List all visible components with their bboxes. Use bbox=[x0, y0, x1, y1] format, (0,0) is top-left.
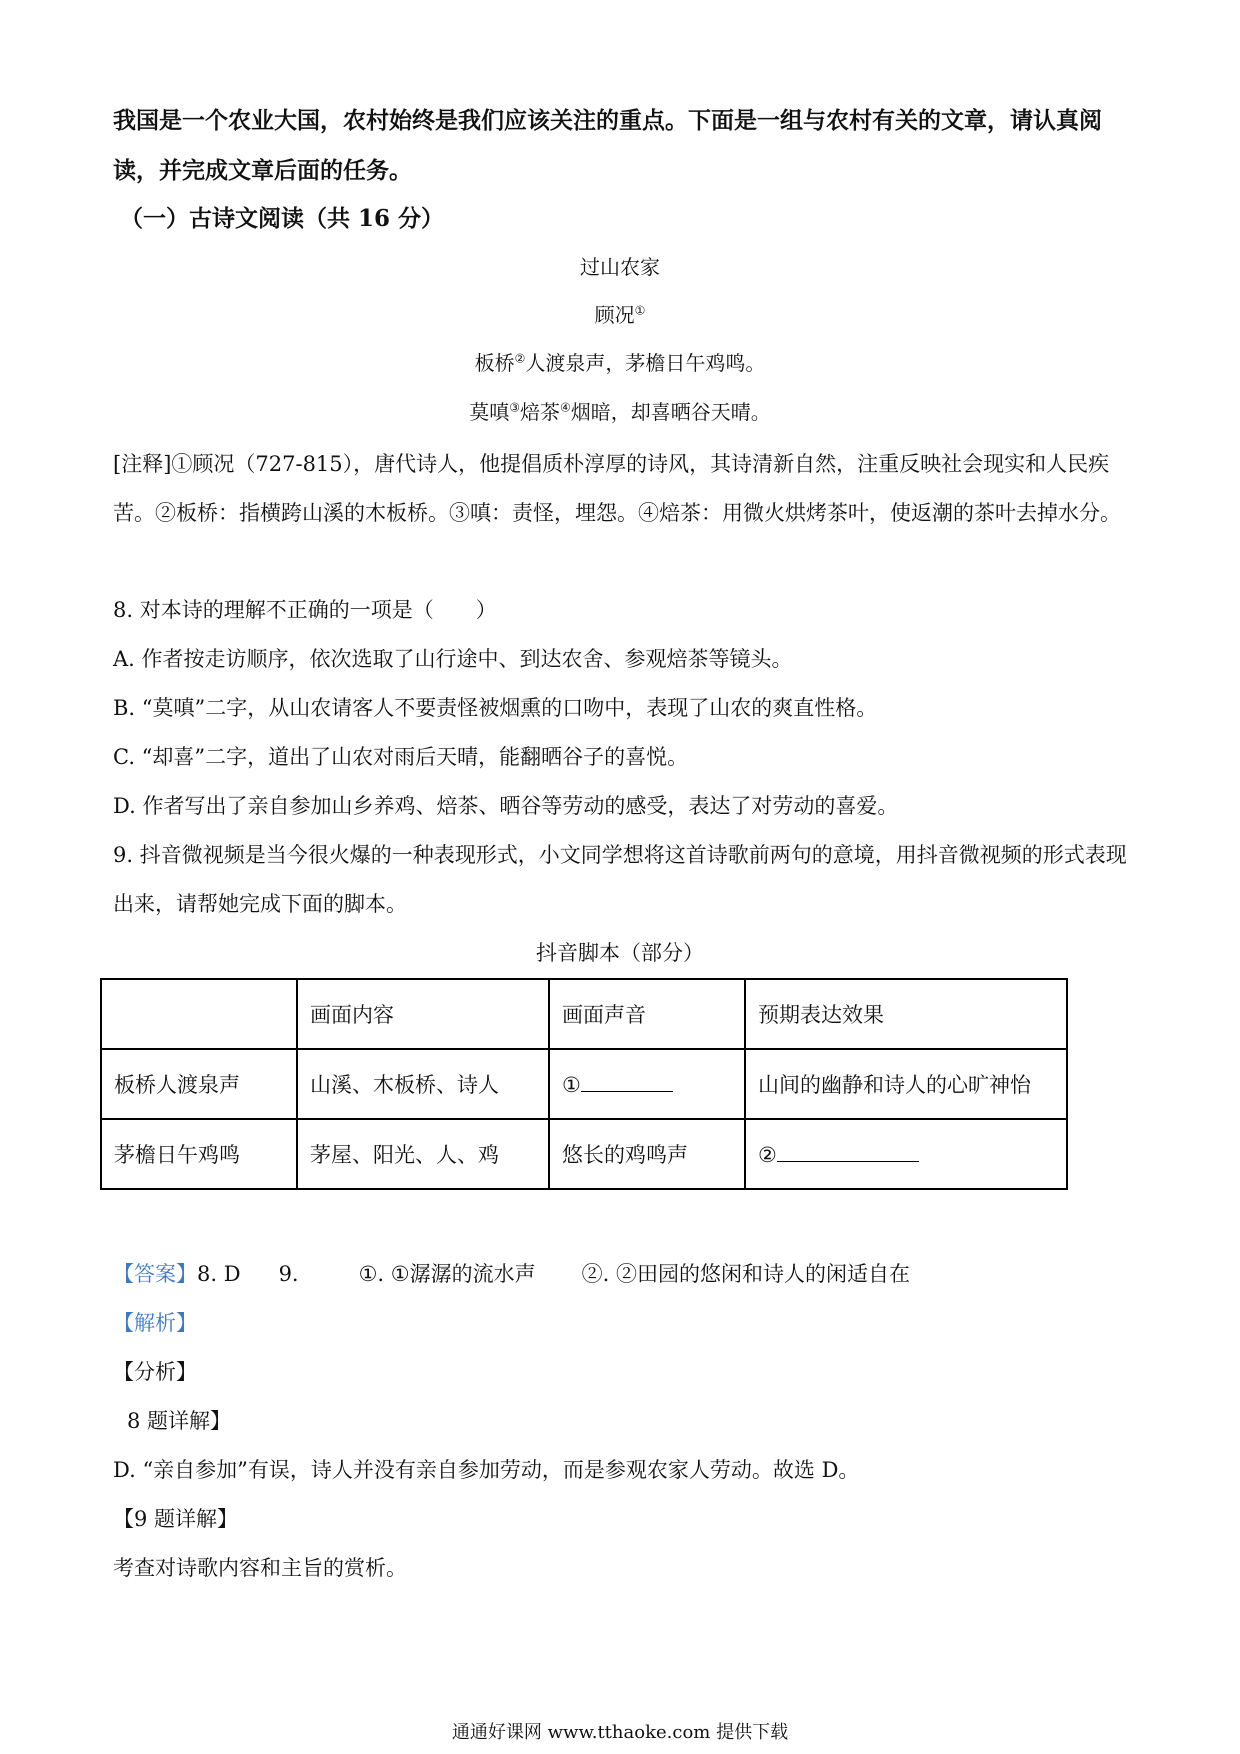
poem-title: 过山农家 bbox=[580, 255, 660, 279]
q9-detail-title: 【9 题详解】 bbox=[113, 1507, 239, 1531]
poem-line-1: 板桥②人渡泉声，茅檐日午鸡鸣。 bbox=[474, 351, 766, 375]
q8-detail-text: D. “亲自参加”有误，诗人并没有亲自参加劳动，而是参观农家人劳动。故选 D。 bbox=[113, 1458, 860, 1482]
table-row bbox=[101, 1049, 1067, 1119]
table-cell: 悠长的鸡鸣声 bbox=[549, 1119, 745, 1189]
answer-line bbox=[113, 1250, 1133, 1299]
table-caption: 抖音脚本（部分） bbox=[536, 941, 704, 965]
option-d: D. 作者写出了亲自参加山乡养鸡、焙茶、晒谷等劳动的感受，表达了对劳动的喜爱。 bbox=[113, 794, 899, 818]
table-cell: 山溪、木板桥、诗人 bbox=[297, 1049, 549, 1119]
table-header-row bbox=[101, 979, 1067, 1049]
table-header-cell: 画面内容 bbox=[297, 979, 549, 1049]
answer-blank bbox=[777, 1141, 919, 1162]
fenxi-label: 【分析】 bbox=[113, 1360, 197, 1384]
poem-notes: [注释]①顾况（727-815），唐代诗人，他提倡质朴淳厚的诗风，其诗清新自然，注重反映社会现实和人民疾苦。②板桥：指横跨山溪的木板桥。③嗔：责怪，埋怨。④焙茶：用微火烘烤茶叶，使返潮的茶叶去掉水分。 bbox=[113, 452, 1121, 525]
answer-q9-2: ②. ②田园的悠闲和诗人的闲适自在 bbox=[581, 1262, 910, 1286]
option-c: C. “却喜”二字，道出了山农对雨后天晴，能翻晒谷子的喜悦。 bbox=[113, 745, 689, 769]
table-header-cell bbox=[101, 979, 297, 1049]
q9-detail-text: 考查对诗歌内容和主旨的赏析。 bbox=[113, 1556, 407, 1580]
option-b: B. “莫嗔”二字，从山农请客人不要责怪被烟熏的口吻中，表现了山农的爽直性格。 bbox=[113, 696, 878, 720]
footnote-marker: ④ bbox=[560, 400, 571, 415]
table-cell: 茅屋、阳光、人、鸡 bbox=[297, 1119, 549, 1189]
script-table bbox=[100, 978, 1068, 1190]
answer-label: 【答案】 bbox=[113, 1262, 197, 1286]
option-a: A. 作者按走访顺序，依次选取了山行途中、到达农舍、参观焙茶等镜头。 bbox=[113, 647, 793, 671]
question-9-stem: 9. 抖音微视频是当今很火爆的一种表现形式，小文同学想将这首诗歌前两句的意境，用抖音微视频的形式表现出来，请帮她完成下面的脚本。 bbox=[113, 843, 1127, 916]
footnote-marker: ③ bbox=[509, 400, 520, 415]
footnote-marker: ① bbox=[634, 303, 646, 318]
table-cell: ② bbox=[745, 1119, 1067, 1189]
footnote-marker: ② bbox=[514, 351, 526, 366]
table-cell: 板桥人渡泉声 bbox=[101, 1049, 297, 1119]
poem-author: 顾况① bbox=[594, 303, 646, 327]
table-header-cell: 预期表达效果 bbox=[745, 979, 1067, 1049]
table-row bbox=[101, 1119, 1067, 1189]
q8-detail-title: 8 题详解】 bbox=[127, 1409, 232, 1433]
answer-q8: 8. D bbox=[197, 1262, 241, 1286]
footer-text: 通通好课网 www.tthaoke.com 提供下载 bbox=[451, 1722, 789, 1743]
table-cell: ① bbox=[549, 1049, 745, 1119]
table-cell: 山间的幽静和诗人的心旷神怡 bbox=[745, 1049, 1067, 1119]
answer-q9-1: ①. ①潺潺的流水声 bbox=[358, 1262, 536, 1286]
question-8-stem: 8. 对本诗的理解不正确的一项是（ ） bbox=[113, 598, 497, 622]
table-cell: 茅檐日午鸡鸣 bbox=[101, 1119, 297, 1189]
poem-line-2: 莫嗔③焙茶④烟暗，却喜晒谷天晴。 bbox=[469, 400, 771, 424]
section-title: （一）古诗文阅读（共 16 分） bbox=[120, 205, 445, 232]
intro-paragraph: 我国是一个农业大国，农村始终是我们应该关注的重点。下面是一组与农村有关的文章，请认真阅读，并完成文章后面的任务。 bbox=[113, 107, 1102, 184]
answer-q9-number: 9. bbox=[278, 1262, 299, 1286]
analysis-label: 【解析】 bbox=[113, 1311, 197, 1335]
answer-blank bbox=[581, 1071, 673, 1092]
table-header-cell: 画面声音 bbox=[549, 979, 745, 1049]
